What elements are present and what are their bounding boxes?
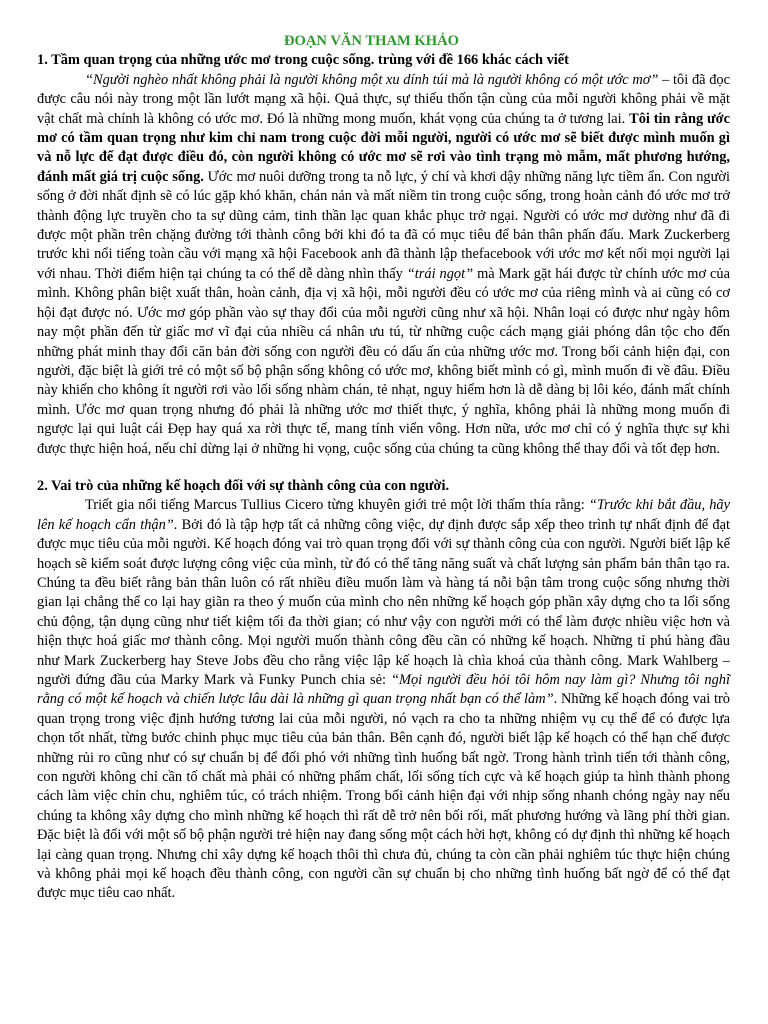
wahlberg-quote: “Mọi người đều hỏi tôi hôm nay làm gì? Nhưng tôi nghĩ rằng có một kế hoạch và chiến lược lâu dài là những gì quan trọng nhất bạn có thể làm”: [37, 672, 730, 708]
paragraph-text: . Những kế hoạch đóng vai trò quan trọng trong việc định hướng tương lai của mỗi người, nó vạch ra cho ta những nhiệm vụ cụ thể để có được lựa chọn tốt nhất, từng bước chinh phục mục tiêu của bản thân. Bên cạnh đó, người biết lập kế hoạch có thể hạn chế được những rủi ro cũng như có sự chuẩn bị để đối phó với những tình huống bất ngờ. Trong hành trình tiến tới thành công, con người không chỉ cần tố chất mà phải có những phẩm chất, lối sống tích cực và kế hoạch giúp ta hình thành phong cách làm việc chỉn chu, nghiêm túc, có trách nhiệm. Trong bối cảnh hiện đại với nhịp sống nhanh chóng ngày nay nếu chúng ta không xây dựng cho mình những kế hoạch thì rất dễ trở nên bối rối, mất phương hướng và lãng phí thời gian. Đặc biệt là đối với một số bộ phận người trẻ hiện nay đang sống một cách hời hợt, không có dự định thì những kế hoạch lại càng quan trọng. Nhưng chỉ xây dựng kế hoạch thôi thì chưa đủ, chúng ta còn cần phải nghiêm túc thực hiện chúng và không phải mọi kế hoạch đều thành công, con người cần sự chuẩn bị cho những tình huống bất ngờ để có thể đạt được mục tiêu cao nhất.: [37, 691, 730, 902]
thesis-statement: Tôi tin rằng ước mơ có tầm quan trọng như kim chỉ nam trong cuộc đời mỗi người, người có ước mơ sẽ biết được mình muốn gì và nỗ lực để đạt được điều đó, còn người không có ước mơ sẽ rơi vào tình trạng mò mẫm, mất phương hướng, đánh mất giá trị cuộc sống.: [37, 110, 730, 185]
section-1-paragraph: [37, 71, 730, 459]
inline-quote: “trái ngọt”: [406, 265, 474, 282]
paragraph-text: Ước mơ nuôi dưỡng trong ta nỗ lực, ý chí và khơi dậy những năng lực tiềm ẩn. Con người sống ở đời nhất định sẽ có lúc gặp khó khăn, chán nản và mất niềm tin trong cuộc sống, trong hoàn cảnh đó ước mơ trở thành động lực truyền cho ta sự dũng cảm, tinh thần lạc quan khắc phục trở ngại. Người có ước mơ dường như đã đi được một phần trên chặng đường tới thành công bởi khi đó ta đã có mục tiêu để bản thân phấn đấu. Mark Zuckerberg trước khi nổi tiếng toàn cầu với mạng xã hội Facebook anh đã thành lập thefacebook với ước mơ kết nối mọi người lại với nhau. Thời điểm hiện tại chúng ta có thể dễ dàng nhìn thấy: [37, 168, 730, 282]
section-spacer: [37, 459, 730, 477]
paragraph-text: . Bởi đó là tập hợp tất cả những công việc, dự định được sắp xếp theo trình tự nhất định để đạt được mục tiêu của mỗi người. Kế hoạch đóng vai trò quan trọng đối với sự thành công của con người. Người biết lập kế hoạch sẽ kiểm soát được lượng công việc của mình, từ đó có thể tăng năng suất và chất lượng sản phẩm bản thân tạo ra. Chúng ta đều biết rằng bản thân luôn có rất nhiều điều muốn làm và hàng tá nỗi bận tâm trong cuộc sống nhưng thời gian lại chẳng thể co lại hay giãn ra theo ý muốn của mình cho nên những kế hoạch góp phần xây dựng cho ta lối sống chủ động, tận dụng cũng như tiết kiệm tối đa thời gian; có như vậy con người mới có thể làm được nhiều việc hơn và hiện thực hoá giấc mơ thành công. Mọi người muốn thành công đều cần có những kế hoạch. Những tỉ phú hàng đầu như Mark Zuckerberg hay Steve Jobs đều cho rằng việc lập kế hoạch là chìa khoá của thành công. Mark Wahlberg – người đứng đầu của Marky Mark và Funky Punch chia sẻ:: [37, 516, 730, 688]
paragraph-text: – tôi đã đọc được câu nói này trong một lần lướt mạng xã hội. Quả thực, sự thiếu thốn tận cùng của mỗi người không phải về mặt vật chất mà chính là không có ước mơ. Đó là những mong muốn, khát vọng của chúng ta ở tương lai.: [37, 71, 731, 127]
document-title: ĐOẠN VĂN THAM KHẢO: [284, 33, 459, 49]
section-2-heading: 2. Vai trò của những kế hoạch đối với sự thành công của con người.: [37, 477, 450, 494]
cicero-quote: “Trước khi bắt đầu, hãy lên kế hoạch cẩn thận”: [37, 497, 730, 533]
paragraph-text: mà Mark gặt hái được từ chính ước mơ của mình. Không phân biệt xuất thân, hoàn cảnh, địa vị xã hội, mỗi người đều có ước mơ của riêng mình và ai cũng có cơ hội đạt được nó. Ước mơ góp phần vào sự thay đổi của mỗi người cũng như xã hội. Nhân loại có được như ngày hôm nay một phần đến từ giấc mơ vĩ đại của nhiều cá nhân ưu tú, từ những cuộc cách mạng giải phóng dân tộc cho đến những phát minh thay đổi căn bản đời sống con người đều có dấu ấn của những ước mơ. Trong bối cảnh hiện đại, con người, đặc biệt là giới trẻ có một số bộ phận sống không có ước mơ, không biết mình có gì, mình muốn đi về đâu. Điều này khiến cho không ít người rơi vào lối sống nhàm chán, tẻ nhạt, nguy hiểm hơn là dễ dàng bị lôi kéo, đánh mất chính mình. Ước mơ quan trọng nhưng đó phải là những ước mơ thiết thực, ý nghĩa, không phải là những mong muốn đi ngược lại qui luật cái Đẹp hay quá xa rời thực tế, mang tính viển vông. Hơn nữa, ước mơ chỉ có ý nghĩa thực sự khi được thực hiện hoá, nếu chỉ dừng lại ở những hi vọng, cuộc sống của chúng ta cũng không thể thay đổi và tốt đẹp hơn.: [37, 265, 730, 457]
section-2-paragraph: [37, 496, 730, 904]
opening-quote: “Người nghèo nhất không phải là người không một xu dính túi mà là người không có một ước mơ”: [85, 71, 659, 88]
section-1-heading: 1. Tầm quan trọng của những ước mơ trong cuộc sống. trùng với đề 166 khác cách viết: [37, 52, 569, 69]
paragraph-text: Triết gia nổi tiếng Marcus Tullius Cicero từng khuyên giới trẻ một lời thấm thía rằng:: [85, 497, 589, 514]
